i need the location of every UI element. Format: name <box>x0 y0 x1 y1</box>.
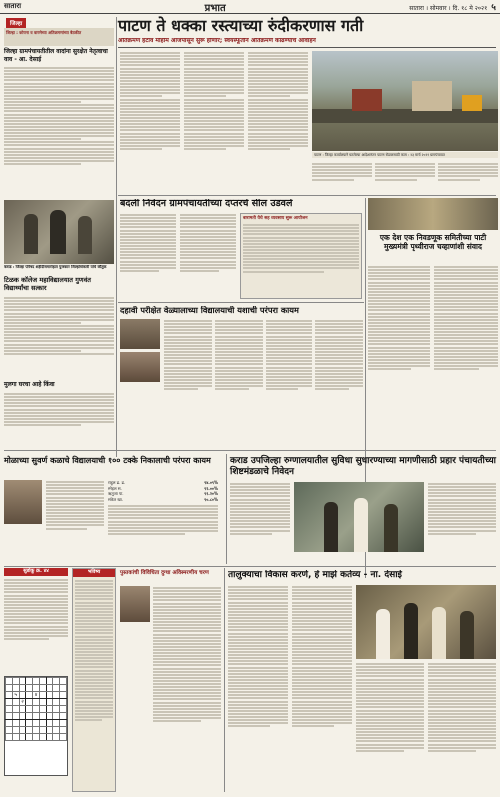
center-box <box>240 213 362 299</box>
sudoku-cell <box>40 727 47 734</box>
center-low-headline: मोळाच्या सुवर्ण कळाचे विद्यालयाची १०० टक्के निकालाची परंपरा कायम <box>4 456 211 465</box>
lower-left-photo <box>120 586 150 622</box>
center-school-headline: दहावी परीक्षेत वेळ्यालाच्या विद्यालयाची यशाची परंपरा कायम <box>120 306 299 315</box>
main-headline: पाटण ते धक्का रस्त्याच्या रुंदीकरणास गती <box>118 16 364 35</box>
sudoku-cell <box>12 727 19 734</box>
sudoku-cell <box>46 713 53 720</box>
center-bottom-body-1 <box>228 585 288 790</box>
sudoku-cell <box>19 727 26 734</box>
sudoku-cell <box>60 706 67 713</box>
sudoku-cell <box>53 713 60 720</box>
left-mid-headline: टिळक कॉलेज महाविद्यालयात गुणवंत विद्यार्थ्यांचा सत्कार <box>4 276 91 292</box>
sudoku-instructions <box>4 578 68 672</box>
sudoku-title: सुडोकू क्र. ४४ <box>4 568 68 576</box>
right-low-body-1 <box>230 482 290 562</box>
main-subhead: अतिक्रमण हटाव मोहीम आजपासून सुरू होणार; स्वयंस्फूर्तीने अतिक्रमणे काढण्याचे आवाहन <box>118 38 316 44</box>
sudoku-cell <box>19 706 26 713</box>
sudoku-cell <box>40 720 47 727</box>
sudoku-cell <box>60 720 67 727</box>
center-bottom-body-3 <box>356 662 424 790</box>
sudoku-cell <box>12 699 19 706</box>
sudoku-cell <box>26 713 33 720</box>
center-bottom-headline: तालुक्याचा विकास करणे, हे माझे कर्तव्य - ना. देसाई <box>228 570 402 580</box>
right-low-photo <box>294 482 424 552</box>
left-top-headline: जिल्हा ग्रामपंचायतीतील वादांना सुरक्षेत नेतृत्वाचा वाव - आ. देसाई <box>4 48 108 63</box>
center-bottom-body-2 <box>292 585 352 790</box>
sudoku-cell <box>26 699 33 706</box>
sudoku-cell <box>19 713 26 720</box>
sudoku-grid <box>4 676 68 776</box>
main-body-col-2 <box>184 51 244 191</box>
sudoku-cell <box>26 727 33 734</box>
left-kicker-box <box>4 28 114 46</box>
sudoku-cell <box>33 685 40 692</box>
sudoku-cell <box>19 720 26 727</box>
sudoku-cell <box>40 713 47 720</box>
center-bottom-body-4 <box>428 662 496 790</box>
student-photo <box>4 480 42 524</box>
sudoku-cell <box>19 734 26 741</box>
sudoku-cell <box>40 678 47 685</box>
right-low-body-2 <box>428 482 496 562</box>
school-photo-1 <box>120 319 160 349</box>
sudoku-cell <box>12 678 19 685</box>
main-body-col-6 <box>438 162 498 192</box>
sudoku-cell <box>6 685 13 692</box>
lower-left-headline: पुस्तकांची विविधिता दुग्धा अविस्मरणीय चरण <box>120 570 209 576</box>
sudoku-cell <box>12 734 19 741</box>
sudoku-cell <box>6 678 13 685</box>
masthead-title: प्रभात <box>204 2 226 14</box>
sudoku-cell <box>6 692 13 699</box>
sudoku-cell <box>26 720 33 727</box>
sudoku-cell <box>46 699 53 706</box>
center-school-body-1 <box>164 319 212 424</box>
sudoku-cell <box>12 720 19 727</box>
sudoku-cell <box>26 706 33 713</box>
sudoku-cell <box>6 699 13 706</box>
student-row: संकेत खा. ९०.८०% <box>108 496 218 502</box>
sudoku-cell <box>46 720 53 727</box>
school-photo-2 <box>120 352 160 382</box>
sudoku-cell <box>40 699 47 706</box>
right-mid-body-1 <box>368 265 430 420</box>
center-box-title: बारामती येथे सह व्यवसाय सुरू आयोजन <box>243 216 308 221</box>
sudoku-cell: २ <box>19 699 26 706</box>
sudoku-cell <box>46 727 53 734</box>
main-photo <box>312 51 498 151</box>
sudoku-cell <box>60 734 67 741</box>
sudoku-cell <box>40 706 47 713</box>
student-results <box>108 480 218 554</box>
sudoku-cell <box>33 678 40 685</box>
center-mid-headline: बदली निवेदन ग्रामपंचायतीच्या दप्तरचे सील उडवले <box>120 199 293 209</box>
sudoku-cell <box>53 727 60 734</box>
sudoku-cell <box>46 734 53 741</box>
sudoku-cell <box>53 720 60 727</box>
center-bottom-photo <box>356 585 496 659</box>
sudoku-cell <box>40 734 47 741</box>
main-body-col-4 <box>312 162 372 192</box>
sudoku-cell: ५ <box>12 692 19 699</box>
sudoku-cell <box>60 713 67 720</box>
sudoku-cell <box>6 720 13 727</box>
sudoku-cell <box>33 699 40 706</box>
main-body-col-5 <box>375 162 435 192</box>
sudoku-cell <box>53 685 60 692</box>
sudoku-cell <box>12 706 19 713</box>
left-photo-caption: कराड : जिल्हा परिषद शहीदीसमारोहात पुरस्कार जिल्हाधिकारी यांचे कौतुक <box>4 265 107 269</box>
right-photo <box>368 198 498 230</box>
center-school-body-4 <box>315 319 363 424</box>
sudoku-cell: ४ <box>33 692 40 699</box>
lower-left-body <box>153 586 221 786</box>
main-body-col-3 <box>248 51 308 191</box>
sudoku-cell <box>33 713 40 720</box>
sudoku-cell <box>46 685 53 692</box>
sudoku-cell <box>19 678 26 685</box>
sudoku-cell <box>33 720 40 727</box>
sudoku-cell <box>6 706 13 713</box>
sudoku-cell <box>26 685 33 692</box>
left-kicker: जिल्हा : कोयना व वारणेच्या अतिक्रमणांच्या बैठकीत <box>6 30 82 35</box>
sudoku-cell <box>19 692 26 699</box>
sudoku-cell <box>6 734 13 741</box>
sudoku-cell <box>53 734 60 741</box>
left-low-headline: मुलगा घरचा आहे किंवा <box>4 381 55 388</box>
sudoku-cell <box>12 685 19 692</box>
masthead-left: सातारा <box>4 2 22 10</box>
center-mid-body-1 <box>120 213 176 299</box>
sudoku-cell <box>53 678 60 685</box>
sudoku-cell <box>40 685 47 692</box>
right-low-headline: कराड उपजिल्हा रुग्णालयातील सुविधा सुधारण्याच्या मागणीसाठी प्रहार पंचायतीच्या शिष्टमंडळाचे निवेदन <box>230 456 496 477</box>
notice-title: भविष्य <box>73 569 115 577</box>
sudoku-cell <box>33 706 40 713</box>
right-mid-body-2 <box>434 265 498 420</box>
sudoku-cell <box>60 692 67 699</box>
center-school-body-2 <box>215 319 263 424</box>
left-mid-body <box>4 296 114 380</box>
sudoku-cell <box>6 713 13 720</box>
section-tag: जिल्हा <box>6 18 26 28</box>
notice-box <box>72 568 116 792</box>
center-school-body-3 <box>266 319 312 424</box>
sudoku-cell <box>40 692 47 699</box>
masthead-date: सातारा । सोमवार । दि. १८ मे २०२१ ५ <box>409 3 496 13</box>
right-mid-headline: एक देश एक निवडणूक समितीच्या पाटी मुख्यमंत्री पृथ्वीराज चव्हाणांशी संवाद <box>379 233 487 251</box>
sudoku-cell <box>19 685 26 692</box>
sudoku-cell <box>46 692 53 699</box>
sudoku-cell <box>6 727 13 734</box>
sudoku-cell <box>26 692 33 699</box>
sudoku-cell <box>60 678 67 685</box>
sudoku-cell <box>53 706 60 713</box>
sudoku-cell <box>33 727 40 734</box>
sudoku-cell <box>53 692 60 699</box>
sudoku-cell <box>60 727 67 734</box>
main-photo-caption: पाटण : जिल्हा कार्यालयाने घटलेल्या आदेशानंतर पाटण रोडवरसाठी काम : २३ मार्च २०२१ ग्रामपंचायत <box>312 152 498 158</box>
center-mid-body-2 <box>180 213 236 299</box>
left-low-body <box>4 392 114 444</box>
left-photo <box>4 200 114 264</box>
sudoku-cell <box>60 699 67 706</box>
sudoku-cell <box>46 706 53 713</box>
main-body-col-1 <box>120 51 180 191</box>
sudoku-cell <box>53 699 60 706</box>
sudoku-cell <box>26 734 33 741</box>
sudoku-cell <box>60 685 67 692</box>
sudoku-cell <box>33 734 40 741</box>
student-row: स्नेहल स. ९२.००% <box>108 485 218 491</box>
center-low-body-1 <box>46 480 104 554</box>
sudoku-cell <box>26 678 33 685</box>
masthead <box>0 0 500 14</box>
student-row: राहुल ढ. ढ. ९४.०९% <box>108 480 218 485</box>
sudoku-cell <box>12 713 19 720</box>
sudoku-cell <box>46 678 53 685</box>
left-top-body <box>4 66 114 198</box>
page-number: ५ <box>491 3 496 13</box>
student-row: ऋतुजा पा. ९१.२०% <box>108 491 218 496</box>
